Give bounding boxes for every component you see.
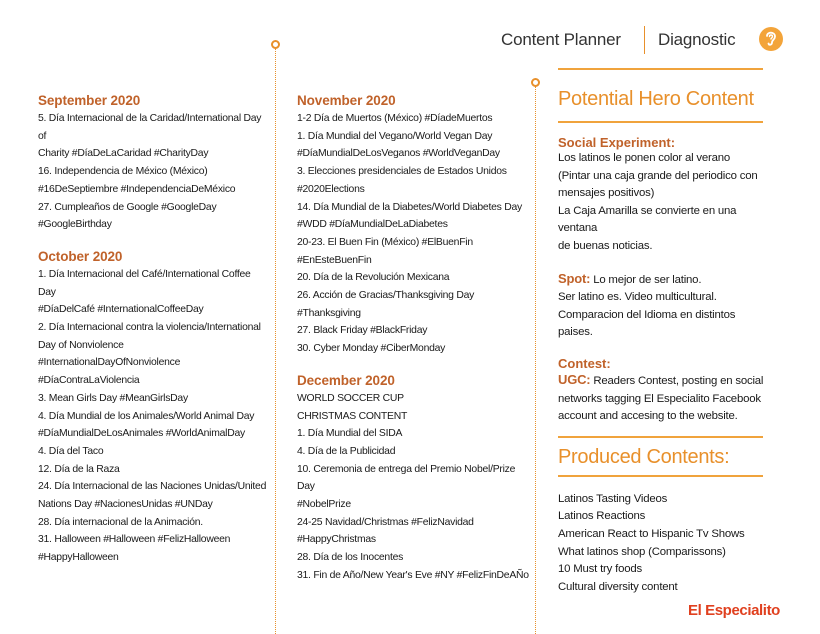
list-item: (Pintar una caja grande del periodico con [558, 169, 758, 182]
month-september [38, 93, 268, 234]
ugc-label: UGC: [558, 371, 591, 387]
list-item: Los latinos le ponen color al verano [558, 152, 731, 164]
ear-icon [758, 26, 784, 52]
list-item: 14. Día Mundial de la Diabetes/World Diabetes Day [297, 201, 522, 213]
list-item: 12. Día de la Raza [38, 463, 120, 475]
list-item: 4. Día de la Publicidad [297, 445, 396, 457]
list-item: 10 Must try foods [558, 563, 642, 576]
list-item: 27. Black Friday #BlackFriday [297, 325, 428, 337]
list-item: 28. Día de los Inocentes [297, 552, 404, 564]
calendar-column-middle [297, 93, 529, 600]
list-item: 31. Fin de Año/New Year's Eve #NY #FelizFinDeAÑo [297, 569, 529, 581]
month-title: November 2020 [297, 93, 396, 108]
ugc-first-line: Readers Contest, posting en social [593, 374, 764, 387]
list-item: Cultural diversity content [558, 580, 678, 593]
contest-label: Contest: [558, 355, 611, 371]
header-divider [644, 26, 645, 54]
ugc-text [558, 391, 768, 426]
column-divider-right [535, 86, 536, 634]
month-title: September 2020 [38, 93, 141, 108]
list-item: 4. Día Mundial de los Animales/World Animal Day [38, 410, 255, 422]
list-item: networks tagging El Especialito Facebook [558, 392, 761, 405]
ugc-line [558, 371, 768, 391]
calendar-column-left [38, 93, 268, 582]
list-item: Latinos Tasting Videos [558, 492, 668, 505]
list-item: 28. Día internacional de la Animación. [38, 516, 203, 528]
divider-dot-left [271, 40, 280, 49]
hero-content-panel [558, 68, 768, 596]
content-planner-label: Content Planner [501, 30, 621, 49]
list-item: CHRISTMAS CONTENT [297, 410, 408, 422]
list-item: Nations Day #NacionesUnidas #UNDay [38, 499, 213, 511]
list-item: #16DeSeptiembre #IndependenciaDeMéxico [38, 183, 236, 195]
month-entries [297, 110, 529, 358]
produced-title: Produced Contents: [558, 445, 730, 468]
list-item: 3. Elecciones presidenciales de Estados Unidos [297, 166, 507, 178]
list-item: 24. Día Internacional de las Naciones Unidas/United [38, 481, 267, 493]
list-item: 16. Independencia de México (México) [38, 166, 208, 178]
list-item: #Thanksgiving [297, 307, 361, 319]
produced-list [558, 491, 768, 597]
list-item: 26. Acción de Gracias/Thanksgiving Day [297, 290, 475, 302]
list-item: 30. Cyber Monday #CiberMonday [297, 343, 446, 355]
list-item: 31. Halloween #Halloween #FelizHalloween [38, 534, 231, 546]
list-item: #DíaMundialDeLosAnimales #WorldAnimalDay [38, 428, 245, 440]
list-item: Comparacion del Idioma en distintos paises. [558, 308, 736, 339]
list-item: #DíaMundialDeLosVeganos #WorldVeganDay [297, 148, 500, 160]
list-item: 2. Día Internacional contra la violencia/International [38, 322, 261, 334]
list-item: #EnEsteBuenFin [297, 254, 372, 266]
social-experiment-label: Social Experiment: [558, 135, 676, 150]
month-october [38, 249, 268, 567]
spot-first-line: Lo mejor de ser latino. [593, 273, 702, 286]
page-header [0, 26, 820, 56]
month-entries [38, 266, 268, 567]
spot-text [558, 289, 768, 342]
list-item: 1. Día Mundial del SIDA [297, 428, 403, 440]
list-item: mensajes positivos) [558, 187, 655, 200]
list-item: #HappyHalloween [38, 552, 119, 564]
list-item: 1. Día Mundial del Vegano/World Vegan Day [297, 130, 493, 142]
orange-rule [558, 436, 763, 438]
list-item: 1-2 Día de Muertos (México) #DíadeMuertos [297, 113, 493, 124]
list-item: American React to Hispanic Tv Shows [558, 527, 745, 540]
list-item: 5. Día Internacional de la Caridad/International Day of [38, 113, 262, 142]
orange-rule [558, 475, 763, 477]
column-divider-left [275, 48, 276, 634]
list-item: #GoogleBirthday [38, 219, 112, 231]
spot-line [558, 270, 768, 290]
list-item: #WDD #DíaMundialDeLaDiabetes [297, 219, 448, 231]
hero-title: Potential Hero Content [558, 88, 754, 110]
diagnostic-label: Diagnostic [658, 30, 736, 49]
list-item: 10. Ceremonia de entrega del Premio Nobel/Prize Day [297, 463, 516, 493]
list-item: Latinos Reactions [558, 510, 646, 523]
list-item: #DíaContraLaViolencia [38, 375, 140, 387]
list-item: Ser latino es. Video multicultural. [558, 291, 717, 304]
list-item: 20. Día de la Revolución Mexicana [297, 272, 450, 284]
social-experiment-text [558, 150, 768, 256]
month-title: October 2020 [38, 248, 123, 264]
list-item: account and accesing to the website. [558, 410, 738, 423]
list-item: 1. Día Internacional del Café/International Coffee Day [38, 268, 251, 298]
month-november [297, 93, 529, 358]
el-especialito-logo: El Especialito [688, 602, 780, 619]
list-item: #NobelPrize [297, 499, 351, 511]
orange-rule [558, 68, 763, 70]
orange-rule [558, 121, 763, 123]
list-item: What latinos shop (Comparissons) [558, 545, 726, 558]
list-item: #DíaDelCafé #InternationalCoffeeDay [38, 304, 204, 316]
list-item: #HappyChristmas [297, 534, 376, 546]
list-item: La Caja Amarilla se convierte en una ventana [558, 204, 737, 235]
divider-dot-right [531, 78, 540, 87]
month-entries [38, 110, 268, 234]
list-item: 24-25 Navidad/Christmas #FelizNavidad [297, 516, 474, 528]
month-december [297, 373, 529, 585]
list-item: WORLD SOCCER CUP [297, 392, 404, 404]
list-item: 3. Mean Girls Day #MeanGirlsDay [38, 392, 188, 404]
list-item: Day of Nonviolence #InternationalDayOfNonviolence [38, 339, 181, 369]
list-item: 20-23. El Buen Fin (México) #ElBuenFin [297, 236, 473, 248]
month-entries [297, 390, 529, 585]
list-item: 27. Cumpleaños de Google #GoogleDay [38, 201, 217, 213]
spot-label: Spot: [558, 270, 591, 286]
list-item: 4. Día del Taco [38, 445, 104, 457]
list-item: Charity #DíaDeLaCaridad #CharityDay [38, 148, 209, 160]
list-item: #2020Elections [297, 183, 365, 195]
month-title: December 2020 [297, 372, 395, 388]
list-item: de buenas noticias. [558, 239, 653, 252]
